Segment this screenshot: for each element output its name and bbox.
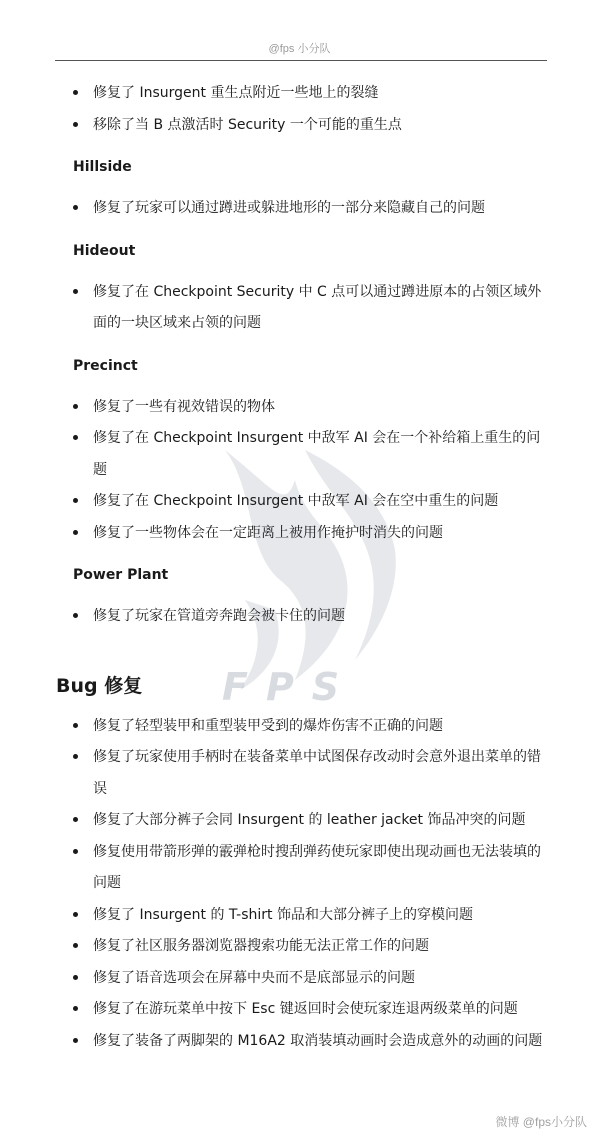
bug-fixes-list [0,711,599,1058]
page-watermark-header: @fps 小分队 [268,43,331,55]
section-title-precinct: Precinct [73,357,138,374]
section-title-hideout: Hideout [73,242,136,259]
list-item: 修复使用带箭形弹的霰弹枪时搜刮弹药使玩家即使出现动画也无法装填的问题 [0,837,599,900]
list-item: 修复了 Insurgent 重生点附近一些地上的裂缝 [0,78,599,110]
list-item: 修复了在 Checkpoint Insurgent 中敌军 AI 会在空中重生的问题 [0,486,599,518]
section-hillside-list [0,193,599,225]
document-body [0,78,599,1057]
list-item: 修复了语音选项会在屏幕中央而不是底部显示的问题 [0,963,599,995]
list-item: 修复了玩家在管道旁奔跑会被卡住的问题 [0,601,599,633]
section-title-bug-fixes: Bug 修复 [56,674,143,697]
list-item: 移除了当 B 点激活时 Security 一个可能的重生点 [0,110,599,142]
section-hideout-list [0,277,599,340]
list-item: 修复了一些物体会在一定距离上被用作掩护时消失的问题 [0,518,599,550]
list-item: 修复了 Insurgent 的 T-shirt 饰品和大部分裤子上的穿模问题 [0,900,599,932]
section-precinct-list [0,392,599,550]
list-item: 修复了轻型装甲和重型装甲受到的爆炸伤害不正确的问题 [0,711,599,743]
list-item: 修复了一些有视效错误的物体 [0,392,599,424]
weibo-credit: 微博 @fps小分队 [495,1115,587,1129]
list-item: 修复了玩家使用手柄时在装备菜单中试图保存改动时会意外退出菜单的错误 [0,742,599,805]
list-item: 修复了社区服务器浏览器搜索功能无法正常工作的问题 [0,931,599,963]
header-divider [55,60,547,61]
list-item: 修复了装备了两脚架的 M16A2 取消装填动画时会造成意外的动画的问题 [0,1026,599,1058]
section-power-plant-list [0,601,599,633]
list-item: 修复了玩家可以通过蹲进或躲进地形的一部分来隐藏自己的问题 [0,193,599,225]
list-item: 修复了在 Checkpoint Security 中 C 点可以通过蹲进原本的占领区域外面的一块区域来占领的问题 [0,277,599,340]
fps-logo-watermark-text: FPS [222,665,358,709]
list-item: 修复了大部分裤子会同 Insurgent 的 leather jacket 饰品冲突的问题 [0,805,599,837]
list-item: 修复了在游玩菜单中按下 Esc 键返回时会使玩家连退两级菜单的问题 [0,994,599,1026]
section-title-hillside: Hillside [73,159,132,175]
section-title-power-plant: Power Plant [73,567,169,583]
list-item: 修复了在 Checkpoint Insurgent 中敌军 AI 会在一个补给箱上重生的问题 [0,423,599,486]
section-0-list [0,78,599,141]
